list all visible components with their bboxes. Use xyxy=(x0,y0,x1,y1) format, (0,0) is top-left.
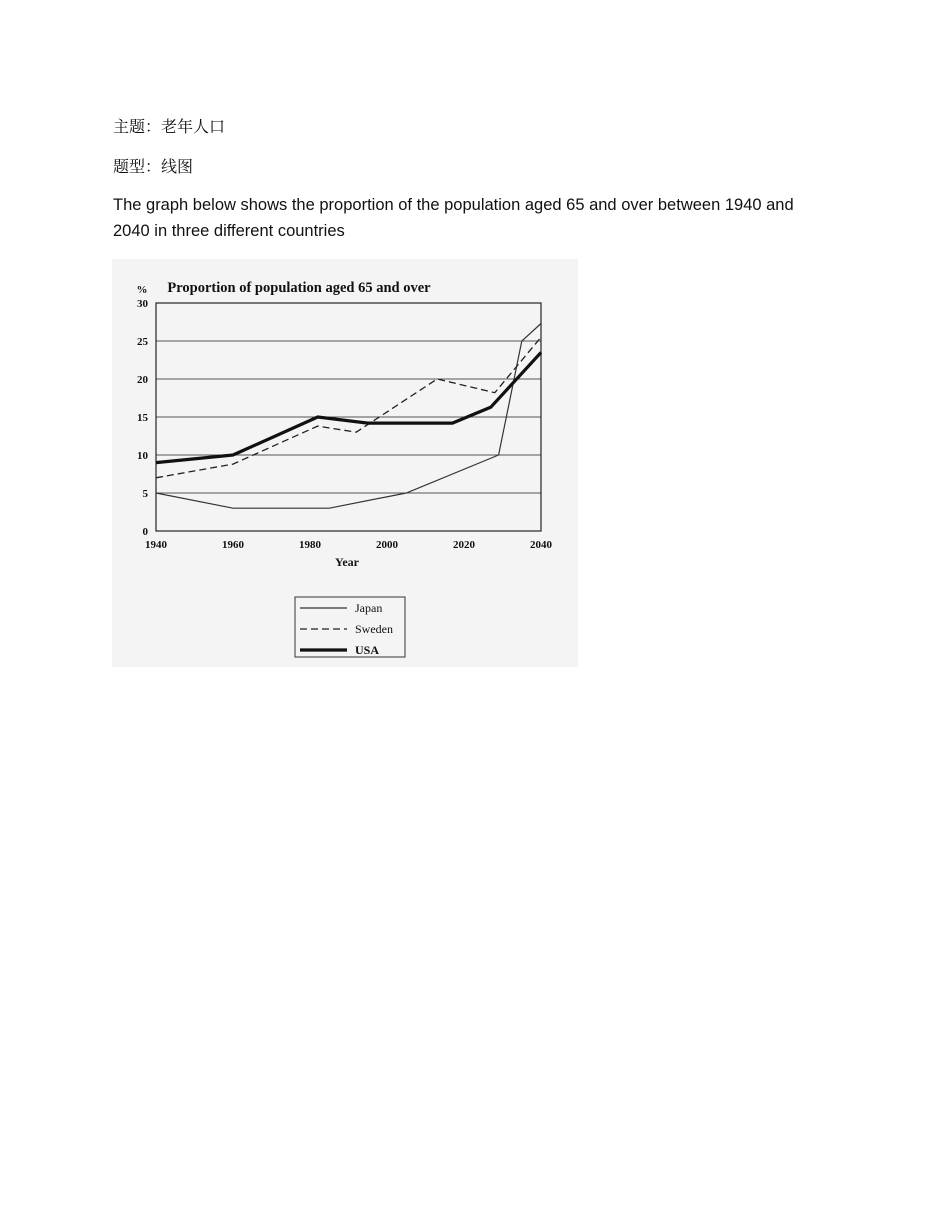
line-chart-figure xyxy=(112,259,578,667)
y-tick-label: 30 xyxy=(137,298,148,310)
legend-label-usa: USA xyxy=(355,643,380,657)
y-tick-label: 15 xyxy=(137,412,148,424)
y-tick-label: 20 xyxy=(137,374,148,386)
y-tick-label: 5 xyxy=(142,488,148,500)
series-line-japan xyxy=(156,324,541,509)
y-tick-label: 25 xyxy=(137,336,148,348)
question-type-line: 题型：线图 xyxy=(113,157,194,176)
topic-line: 主题：老年人口 xyxy=(113,117,226,136)
x-tick-label: 2000 xyxy=(376,539,398,551)
chart-title: Proportion of population aged 65 and over xyxy=(167,280,431,296)
y-tick-label: 0 xyxy=(142,526,148,538)
x-tick-label: 1940 xyxy=(145,539,167,551)
x-tick-label: 2020 xyxy=(453,539,475,551)
legend-label-sweden: Sweden xyxy=(355,622,393,636)
tick-labels xyxy=(137,298,553,551)
task-prompt: The graph below shows the proportion of the population aged 65 and over between 1940 and 2040 in three different countries xyxy=(113,196,794,240)
x-tick-label: 2040 xyxy=(530,539,552,551)
y-axis-label: % xyxy=(136,284,148,296)
y-tick-label: 10 xyxy=(137,450,148,462)
x-tick-label: 1980 xyxy=(299,539,321,551)
x-axis-label: Year xyxy=(335,555,359,569)
legend xyxy=(295,597,405,657)
line-chart xyxy=(112,259,578,667)
legend-label-japan: Japan xyxy=(355,601,383,615)
series-lines xyxy=(156,324,541,509)
grid xyxy=(156,303,541,493)
x-tick-label: 1960 xyxy=(222,539,244,551)
series-line-usa xyxy=(156,352,541,462)
